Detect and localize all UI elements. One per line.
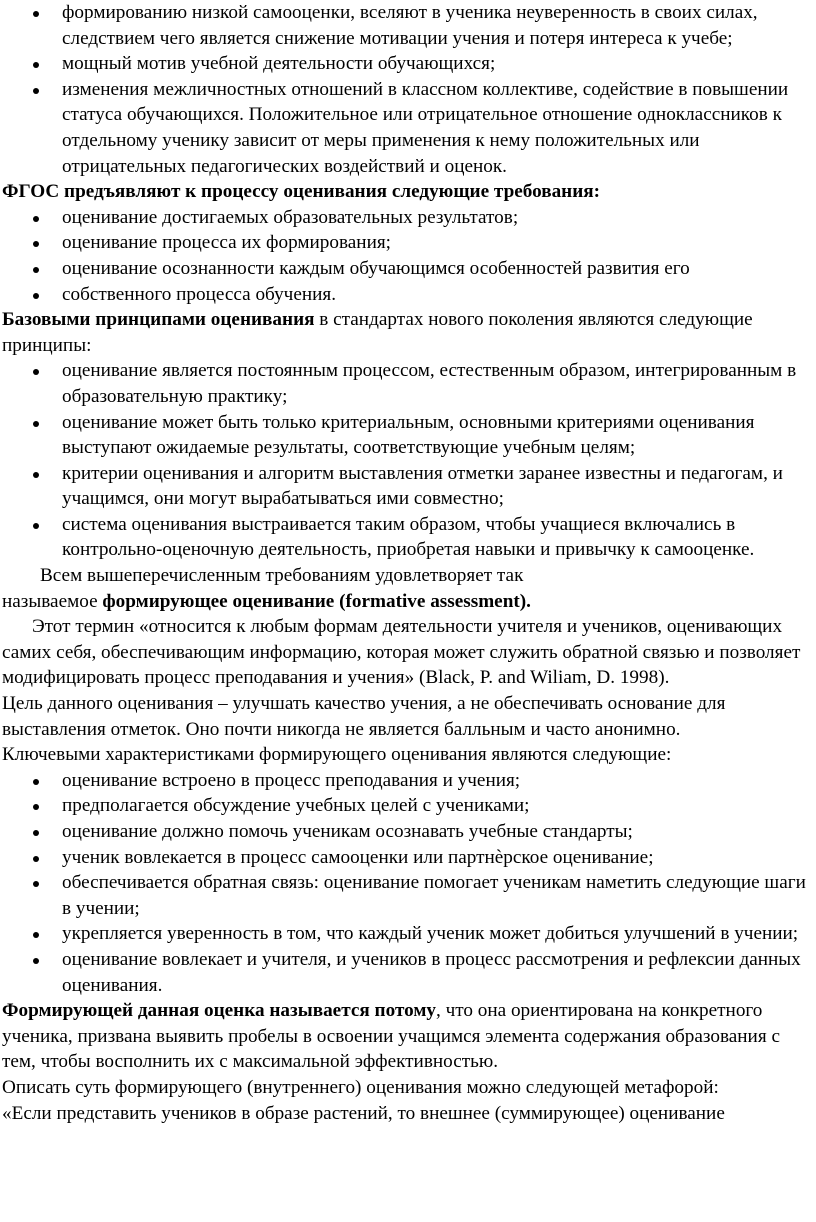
principles-rest: в стандартах нового поколения являются следующие принципы: (2, 309, 753, 356)
why-rest: , что она ориентирована на конкретного ученика, призвана выявить пробелы в освоении учащимся элемента содержания образования с тем, чтобы восполнить их с максимальной эффективностью. (2, 1000, 780, 1073)
list-negative-effects (0, 0, 816, 179)
list-item: укрепляется уверенность в том, что каждый ученик может добиться улучшений в учении; (0, 921, 816, 947)
list-item: оценивание вовлекает и учителя, и учеников в процесс рассмотрения и рефлексии данных оценивания. (0, 947, 816, 998)
principles-paragraph (0, 307, 816, 358)
goal-paragraph: Цель данного оценивания – улучшать качество учения, а не обеспечивать основание для выставления отметок. Оно почти никогда не является балльным и часто анонимно. (2, 693, 726, 740)
why-paragraph (0, 998, 816, 1075)
list-item: оценивание процесса их формирования; (0, 230, 816, 256)
list-item: обеспечивается обратная связь: оценивание помогает ученикам наметить следующие шаги в учении; (0, 870, 816, 921)
list-item: оценивание может быть только критериальным, основными критериями оценивания выступают ожидаемые результаты, соответствующие учебным целям; (0, 410, 816, 461)
why-bold: Формирующей данная оценка называется потому (2, 1000, 437, 1022)
fgos-heading-text: ФГОС предъявляют к процессу оценивания следующие требования: (2, 181, 601, 203)
formative-line-2 (0, 589, 816, 615)
key-characteristics-intro: Ключевыми характеристиками формирующего оценивания являются следующие: (2, 744, 672, 766)
formative-prefix: называемое (2, 590, 103, 612)
list-item: оценивание встроено в процесс преподавания и учения; (0, 768, 816, 794)
list-fgos-requirements (0, 205, 816, 307)
list-item: критерии оценивания и алгоритм выставления отметки заранее известны и педагогам, и учащимся, они могут вырабатываться ими совместно; (0, 461, 816, 512)
fgos-heading (0, 179, 816, 205)
formative-line-1: Всем вышеперечисленным требованиям удовлетворяет так (40, 565, 524, 587)
quote-line: «Если представить учеников в образе растений, то внешнее (суммирующее) оценивание (2, 1102, 725, 1124)
list-item: оценивание должно помочь ученикам осознавать учебные стандарты; (0, 819, 816, 845)
list-item: формированию низкой самооценки, вселяют в ученика неуверенность в своих силах, следствием чего является снижение мотивации учения и потеря интереса к учебе; (0, 0, 816, 51)
list-key-characteristics (0, 768, 816, 998)
list-item: собственного процесса обучения. (0, 282, 816, 308)
list-item: оценивание является постоянным процессом, естественным образом, интегрированным в образовательную практику; (0, 358, 816, 409)
formative-bold: формирующее оценивание (formative assessment). (102, 590, 531, 612)
metaphor-line: Описать суть формирующего (внутреннего) оценивания можно следующей метафорой: (2, 1076, 719, 1098)
list-item: изменения межличностных отношений в классном коллективе, содействие в повышении статуса обучающихся. Положительное или отрицательное отношение одноклассников к отдельному ученику зависит от меры применения к нему положительных или отрицательных педагогических воздействий и оценок. (0, 77, 816, 179)
list-principles (0, 358, 816, 563)
principles-bold: Базовыми принципами оценивания (2, 309, 315, 331)
list-item: предполагается обсуждение учебных целей с учениками; (0, 793, 816, 819)
list-item: мощный мотив учебной деятельности обучающихся; (0, 51, 816, 77)
list-item: оценивание достигаемых образовательных результатов; (0, 205, 816, 231)
term-paragraph: Этот термин «относится к любым формам деятельности учителя и учеников, оценивающих самих себя, обеспечивающим информацию, которая может служить обратной связью и позволяет модифицировать процесс преподавания и учения» (Black, P. and Wiliam, D. 1998). (2, 616, 801, 689)
list-item: система оценивания выстраивается таким образом, чтобы учащиеся включались в контрольно-оценочную деятельность, приобретая навыки и привычку к самооценке. (0, 512, 816, 563)
list-item: ученик вовлекается в процесс самооценки или партнѐрское оценивание; (0, 845, 816, 871)
list-item: оценивание осознанности каждым обучающимся особенностей развития его (0, 256, 816, 282)
